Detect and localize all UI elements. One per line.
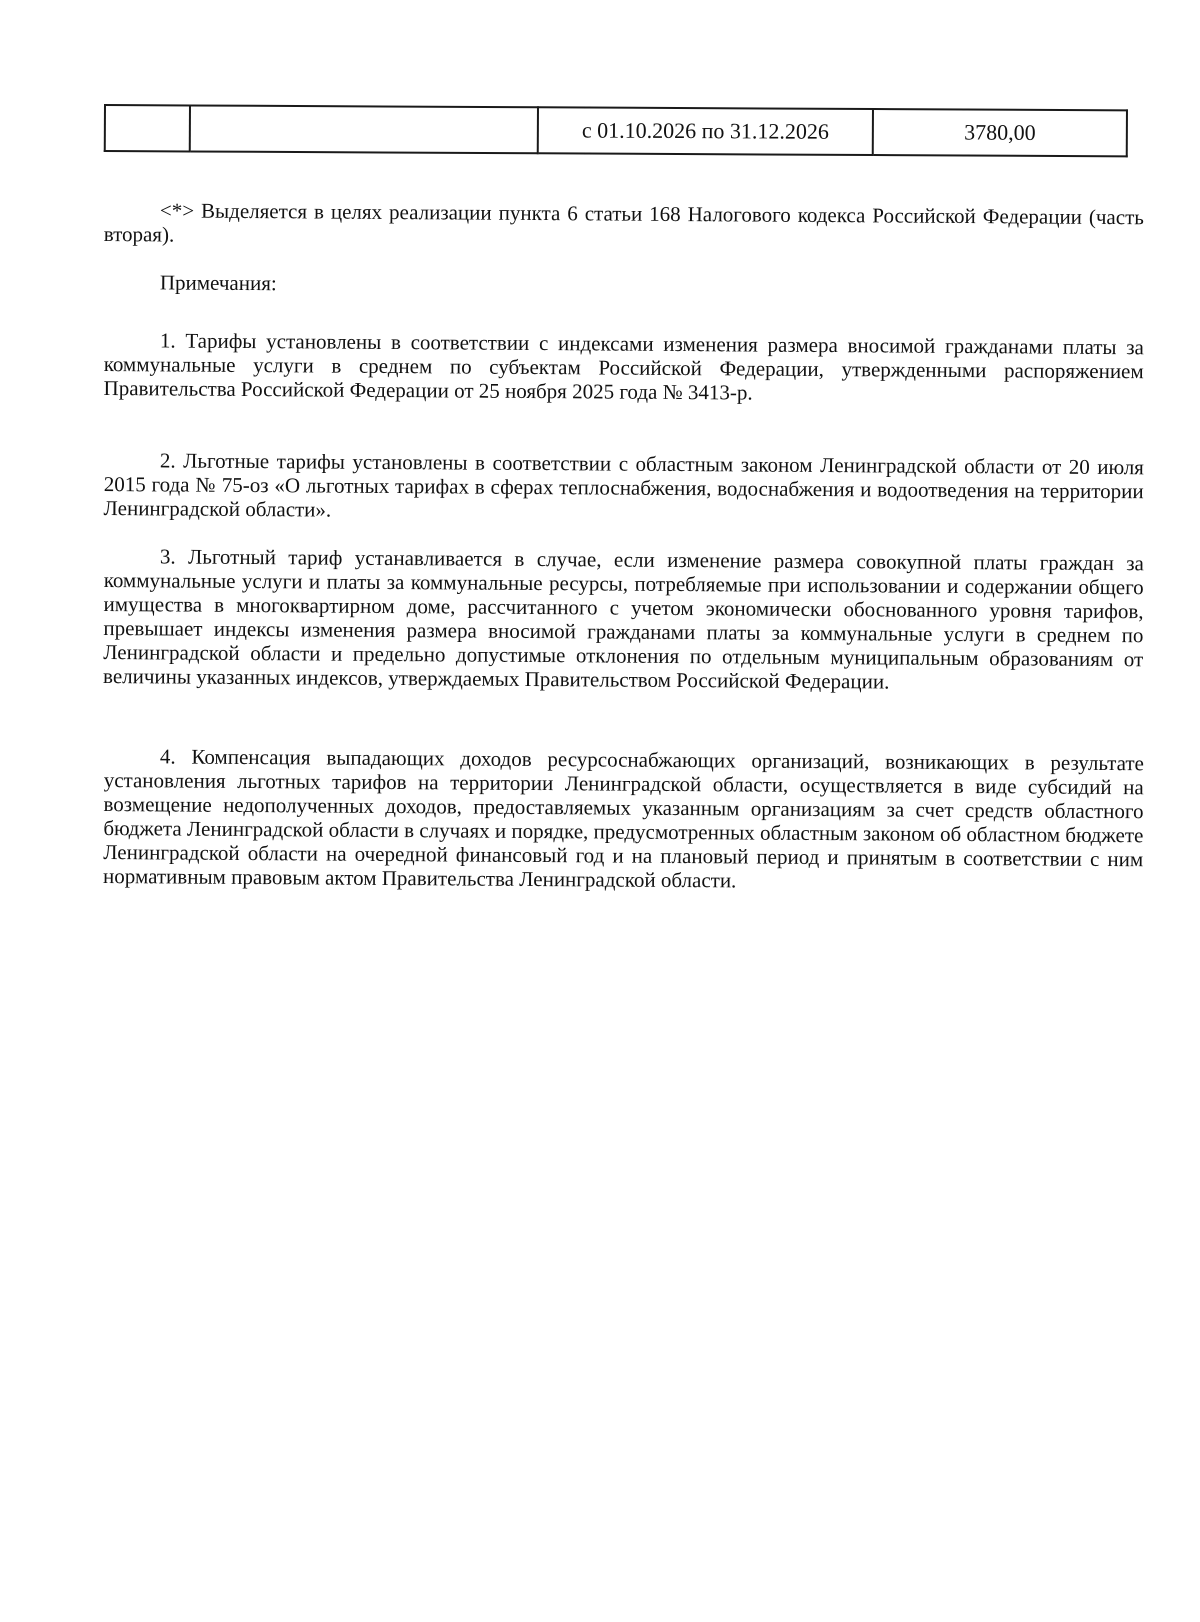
tariff-table bbox=[104, 104, 1128, 157]
table-cell-period: с 01.10.2026 по 31.12.2026 bbox=[538, 107, 873, 155]
footnote: <*> Выделяется в целях реализации пункта 6 статьи 168 Налогового кодекса Российской Федерации (часть вторая). bbox=[103, 198, 1144, 247]
note-paragraph-4: 4. Компенсация выпадающих доходов ресурсоснабжающих организаций, возникающих в результате установления льготных тарифов на территории Ленинградской области, осуществляется в виде субсидий на возмещение недополученных доходов, предоставляемых указанным организациям за счет средств областного бюджета Ленинградской области в случаях и порядке, предусмотренных областным законом об областном бюджете Ленинградской области на очередной финансовый год и на плановый период и принятым в соответствии с ним нормативным правовым актом Правительства Ленинградской области. bbox=[102, 744, 1144, 893]
note-paragraph-1: 1. Тарифы установлены в соответствии с индексами изменения размера вносимой гражданами платы за коммунальные услуги в среднем по субъектам Российской Федерации, утвержденными распоряжением Правительства Российской Федерации от 25 ноября 2025 года № 3413-р. bbox=[103, 328, 1144, 405]
table-cell-number bbox=[105, 105, 190, 151]
table-row bbox=[105, 105, 1127, 156]
note-paragraph-3: 3. Льготный тариф устанавливается в случае, если изменение размера совокупной платы граждан за коммунальные услуги и платы за коммунальные ресурсы, потребляемые при использовании и содержании общего имущества в многоквартирном доме, рассчитанного с учетом экономически обоснованного уровня тарифов, превышает индексы изменения размера вносимой гражданами платы за коммунальные услуги в среднем по Ленинградской области и предельно допустимые отклонения по отдельным муниципальным образованиям от величины указанных индексов, утверждаемых Правительством Российской Федерации. bbox=[102, 544, 1144, 694]
notes-heading: Примечания: bbox=[159, 270, 277, 296]
note-paragraph-2: 2. Льготные тарифы установлены в соответствии с областным законом Ленинградской области от 20 июля 2015 года № 75-оз «О льготных тарифах в сферах теплоснабжения, водоснабжения и водоотведения на территории Ленинградской области». bbox=[103, 448, 1144, 522]
table-cell-value: 3780,00 bbox=[873, 109, 1127, 156]
table-cell-name bbox=[190, 105, 538, 153]
